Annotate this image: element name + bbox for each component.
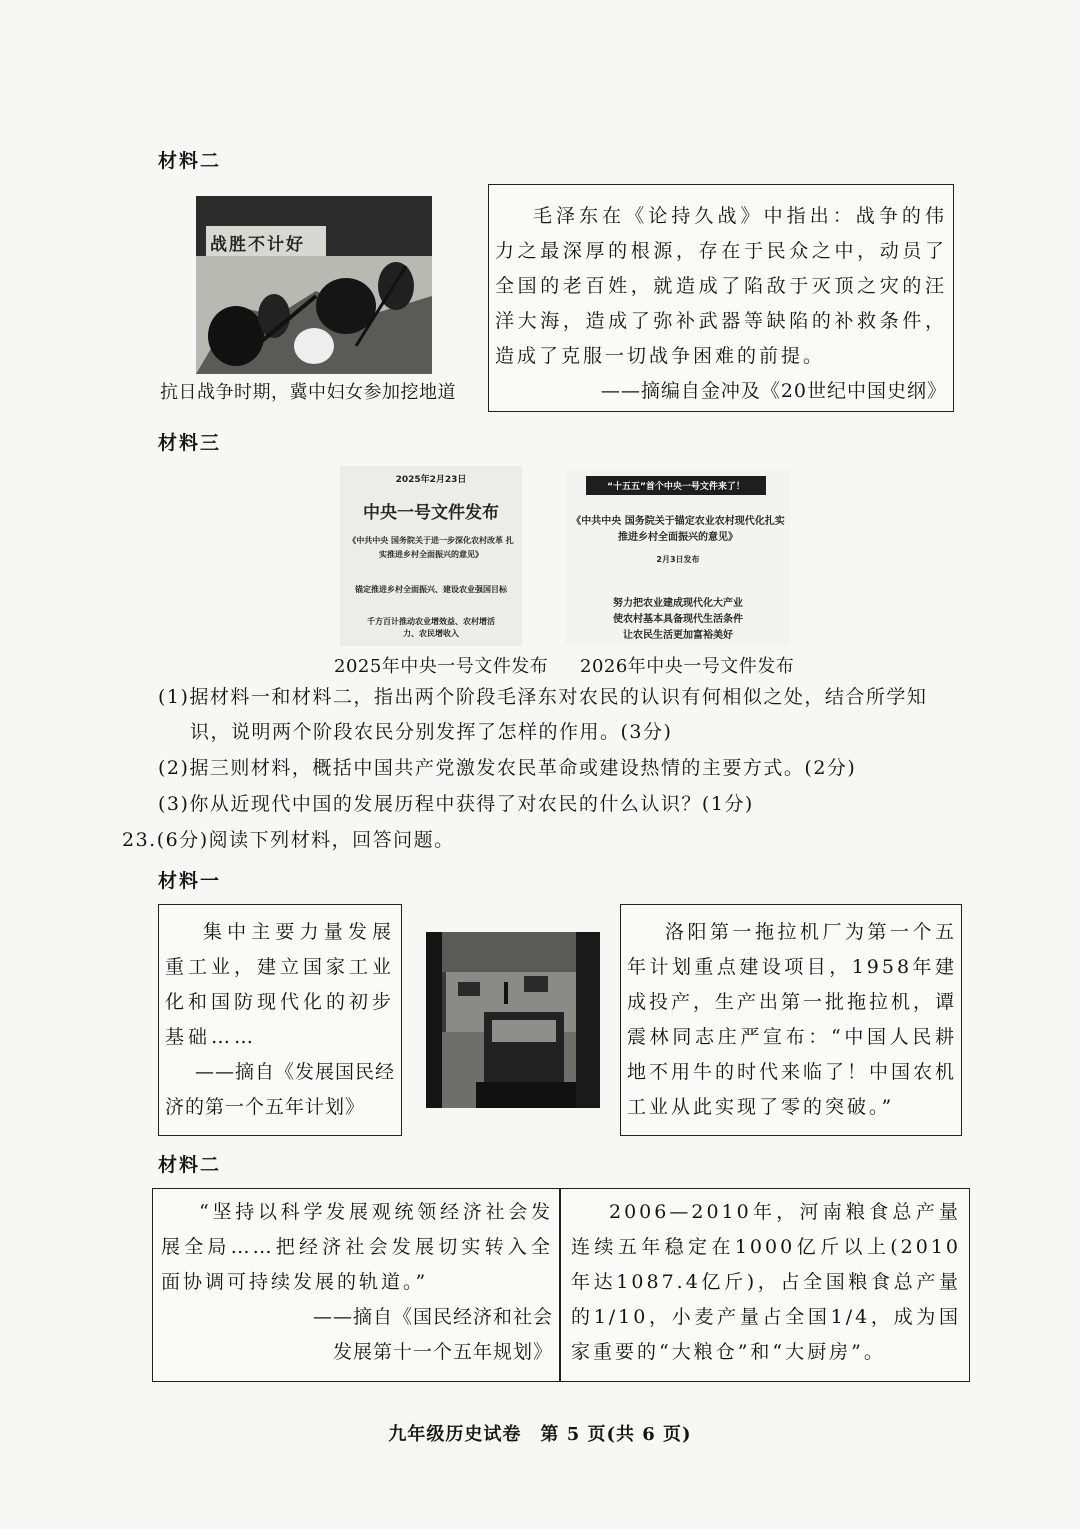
tractor-factory-text: 洛阳第一拖拉机厂为第一个五年计划重点建设项目，1958年建成投产，生产出第一批拖拉机，谭震林同志庄严宣布：“中国人民耕地不用牛的时代来临了！中国农机工业从此实现了零的突破。” [627,921,958,1118]
doc-2025-date: 2025年2月23日 [395,475,467,485]
page-footer: 九年级历史试卷 第 5 页(共 6 页) [388,1424,692,1445]
doc-2026-caption: 2026年中央一号文件发布 [580,656,795,677]
doc-2026-date: 2月3日发布 [656,555,700,564]
doc-2025-title: 中央一号文件发布 [363,503,499,523]
table-divider [559,1189,561,1381]
doc-2025-caption: 2025年中央一号文件发布 [334,656,549,677]
eleventh-plan-cell [161,1195,553,1370]
mao-quote-source: ——摘编自金冲及《20世纪中国史纲》 [600,380,947,402]
eleventh-plan-source-2: 发展第十一个五年规划》 [332,1341,553,1363]
doc-2026-subtitle: 《中共中央 国务院关于锚定农业农村现代化扎实推进乡村全面振兴的意见》 [571,516,785,543]
doc-2026-image [566,470,790,646]
doc-2025-line1: 锚定推进乡村全面振兴、建设农业强国目标 [355,585,507,594]
eleventh-plan-source-1: ——摘自《国民经济和社会 [312,1306,553,1328]
eleventh-plan-quote: “坚持以科学发展观统领经济社会发展全局……把经济社会发展切实转入全面协调可持续发展的轨道。” [161,1201,553,1293]
doc-2025-subtitle: 《中共中央 国务院关于进一步深化农村改革 扎实推进乡村全面振兴的意见》 [348,536,514,559]
five-year-plan-quote: 集中主要力量发展重工业，建立国家工业化和国防现代化的初步基础…… [165,921,396,1048]
question-2: (2)据三则材料，概括中国共产党激发农民革命或建设热情的主要方式。(2分) [158,757,857,779]
tractor-factory-text-box [620,904,962,1136]
women-digging-tunnels-photo [196,196,432,374]
five-year-plan-source-2: 济的第一个五年计划》 [165,1096,366,1118]
material-3-heading: 材料三 [158,432,222,454]
henan-grain-text: 2006—2010年，河南粮食总产量连续五年稳定在1000亿斤以上(2010年达1087.4亿斤)，占全国粮食总产量的1/10，小麦产量占全国1/4，成为国家重要的“大粮仓”和“大厨房”。 [571,1201,961,1363]
q23-material-2-heading: 材料二 [158,1154,222,1176]
question-23-title: 23.(6分)阅读下列材料，回答问题。 [122,829,455,851]
question-3: (3)你从近现代中国的发展历程中获得了对农民的什么认识？(1分) [158,793,754,815]
photo-banner-text: 战胜不计好 [210,235,305,255]
doc-2025-line2: 千方百计推动农业增效益、农村增活力、农民增收入 [367,617,495,638]
mao-quote-box [488,184,954,412]
doc-2026-line1: 努力把农业建成现代化大产业 [613,598,743,609]
photo-caption: 抗日战争时期，冀中妇女参加挖地道 [160,382,456,403]
henan-grain-cell [571,1195,961,1370]
tractor-photo [426,932,600,1108]
doc-2026-line2: 使农村基本具备现代生活条件 [613,614,743,625]
question-1-line-2: 识，说明两个阶段农民分别发挥了怎样的作用。(3分) [190,721,673,743]
five-year-plan-quote-box [158,904,402,1136]
doc-2025-image [340,466,522,646]
material-2-heading: 材料二 [158,150,222,172]
q23-material-1-heading: 材料一 [158,870,222,892]
question-1-line-1: (1)据材料一和材料二，指出两个阶段毛泽东对农民的认识有何相似之处，结合所学知 [158,686,928,708]
doc-2026-tag: “十五五”首个中央一号文件来了！ [586,476,766,495]
doc-2026-line3: 让农民生活更加富裕美好 [623,630,733,641]
mao-quote-text: 毛泽东在《论持久战》中指出：战争的伟力之最深厚的根源，存在于民众之中，动员了全国的老百姓，就造成了陷敌于灭顶之灾的汪洋大海，造成了弥补武器等缺陷的补救条件，造成了克服一切战争困难的前提。 [495,205,947,367]
five-year-plan-source-1: ——摘自《发展国民经 [194,1061,395,1083]
material-2-table [152,1188,970,1382]
